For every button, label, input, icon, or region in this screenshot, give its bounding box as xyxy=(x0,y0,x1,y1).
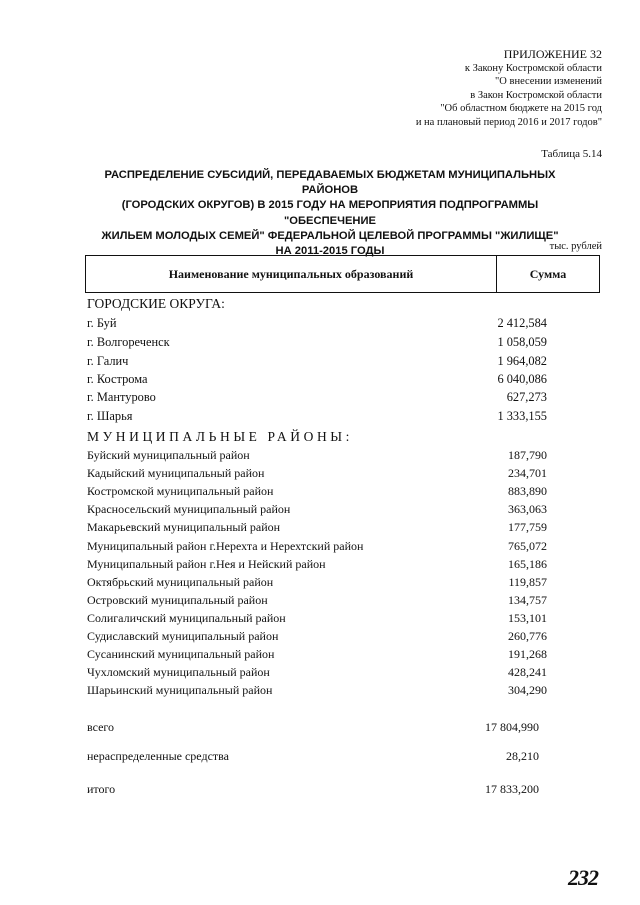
row-value: 134,757 xyxy=(508,593,547,607)
title-line: НА 2011-2015 ГОДЫ xyxy=(275,245,385,258)
row-value: 234,701 xyxy=(508,466,547,480)
table-row xyxy=(87,611,547,629)
table-row xyxy=(87,539,547,557)
total-label: всего xyxy=(87,720,115,734)
appendix-block xyxy=(282,48,602,130)
table-row xyxy=(87,520,547,538)
row-name: Островский муниципальный район xyxy=(87,593,268,607)
row-name: Чухломский муниципальный район xyxy=(87,665,270,679)
row-value: 2 412,584 xyxy=(497,316,547,330)
row-value: 177,759 xyxy=(508,520,547,534)
row-value: 304,290 xyxy=(508,683,547,697)
row-name: г. Волгореченск xyxy=(87,335,170,349)
total-value: 17 804,990 xyxy=(485,720,539,734)
row-name: г. Шарья xyxy=(87,409,133,423)
row-value: 153,101 xyxy=(508,611,547,625)
row-value: 883,890 xyxy=(508,484,547,498)
appendix-line: "О внесении изменений xyxy=(495,76,602,88)
row-name: г. Мантурово xyxy=(87,390,156,404)
row-name: Макарьевский муниципальный район xyxy=(87,520,281,534)
row-name: Шарьинский муниципальный район xyxy=(87,683,273,697)
title-line: РАСПРЕДЕЛЕНИЕ СУБСИДИЙ, ПЕРЕДАВАЕМЫХ БЮДЖЕТАМ МУНИЦИПАЛЬНЫХ РАЙОНОВ xyxy=(104,169,556,197)
header-sum-column: Сумма xyxy=(529,266,567,281)
row-name: Костромской муниципальный район xyxy=(87,484,274,498)
grand-total-row xyxy=(87,782,547,800)
table-number: Таблица 5.14 xyxy=(541,148,602,160)
table-row xyxy=(87,629,547,647)
section-city-districts: ГОРОДСКИЕ ОКРУГА: xyxy=(87,296,225,311)
unallocated-value: 28,210 xyxy=(506,749,539,763)
row-value: 187,790 xyxy=(508,448,547,462)
table-row xyxy=(87,448,547,466)
units-label: тыс. рублей xyxy=(549,241,602,252)
row-name: Октябрьский муниципальный район xyxy=(87,575,274,589)
appendix-line: ПРИЛОЖЕНИЕ 32 xyxy=(503,47,602,61)
row-value: 765,072 xyxy=(508,539,547,553)
section-municipal-districts: МУНИЦИПАЛЬНЫЕ РАЙОНЫ: xyxy=(87,429,354,444)
header-name-column: Наименование муниципальных образований xyxy=(86,256,497,292)
row-name: Муниципальный район г.Нерехта и Нерехтский район xyxy=(87,539,364,553)
row-name: Сусанинский муниципальный район xyxy=(87,647,275,661)
table-row xyxy=(87,316,547,334)
appendix-line: и на плановый период 2016 и 2017 годов" xyxy=(415,116,602,128)
table-row xyxy=(87,502,547,520)
table-row xyxy=(87,575,547,593)
table-row xyxy=(87,557,547,575)
table-row xyxy=(87,390,547,408)
table-row xyxy=(87,665,547,683)
row-value: 165,186 xyxy=(508,557,547,571)
document-title xyxy=(80,168,580,259)
appendix-line: к Закону Костромской области xyxy=(464,62,602,74)
row-value: 428,241 xyxy=(508,665,547,679)
table-row xyxy=(87,593,547,611)
row-value: 1 964,082 xyxy=(497,354,547,368)
row-name: Муниципальный район г.Нея и Нейский район xyxy=(87,557,326,571)
total-row xyxy=(87,720,547,738)
table-header xyxy=(85,255,600,293)
grand-total-value: 17 833,200 xyxy=(485,782,539,796)
row-name: Буйский муниципальный район xyxy=(87,448,250,462)
unallocated-row xyxy=(87,749,547,767)
appendix-line: в Закон Костромской области xyxy=(470,89,602,101)
row-value: 363,063 xyxy=(508,502,547,516)
page-number: 232 xyxy=(568,865,598,890)
row-name: г. Галич xyxy=(87,354,129,368)
title-line: (ГОРОДСКИХ ОКРУГОВ) В 2015 ГОДУ НА МЕРОПРИЯТИЯ ПОДПРОГРАММЫ "ОБЕСПЕЧЕНИЕ xyxy=(121,199,539,227)
row-name: Красносельский муниципальный район xyxy=(87,502,291,516)
table-row xyxy=(87,409,547,427)
table-row xyxy=(87,354,547,372)
appendix-line: "Об областном бюджете на 2015 год xyxy=(440,103,602,115)
row-value: 627,273 xyxy=(506,390,547,404)
row-value: 1 058,059 xyxy=(497,335,547,349)
row-name: г. Кострома xyxy=(87,372,148,386)
table-row xyxy=(87,335,547,353)
table-row xyxy=(87,647,547,665)
title-line: ЖИЛЬЕМ МОЛОДЫХ СЕМЕЙ" ФЕДЕРАЛЬНОЙ ЦЕЛЕВОЙ ПРОГРАММЫ "ЖИЛИЩЕ" xyxy=(101,229,559,242)
unallocated-label: нераспределенные средства xyxy=(87,749,229,763)
table-row xyxy=(87,683,547,701)
row-value: 119,857 xyxy=(508,575,547,589)
table-row xyxy=(87,372,547,390)
row-name: Судиславский муниципальный район xyxy=(87,629,279,643)
row-value: 260,776 xyxy=(508,629,547,643)
row-value: 191,268 xyxy=(508,647,547,661)
row-name: Солигаличский муниципальный район xyxy=(87,611,286,625)
row-name: Кадыйский муниципальный район xyxy=(87,466,265,480)
grand-total-label: итого xyxy=(87,782,116,796)
row-name: г. Буй xyxy=(87,316,117,330)
row-value: 6 040,086 xyxy=(497,372,547,386)
table-row xyxy=(87,466,547,484)
table-row xyxy=(87,484,547,502)
row-value: 1 333,155 xyxy=(497,409,547,423)
